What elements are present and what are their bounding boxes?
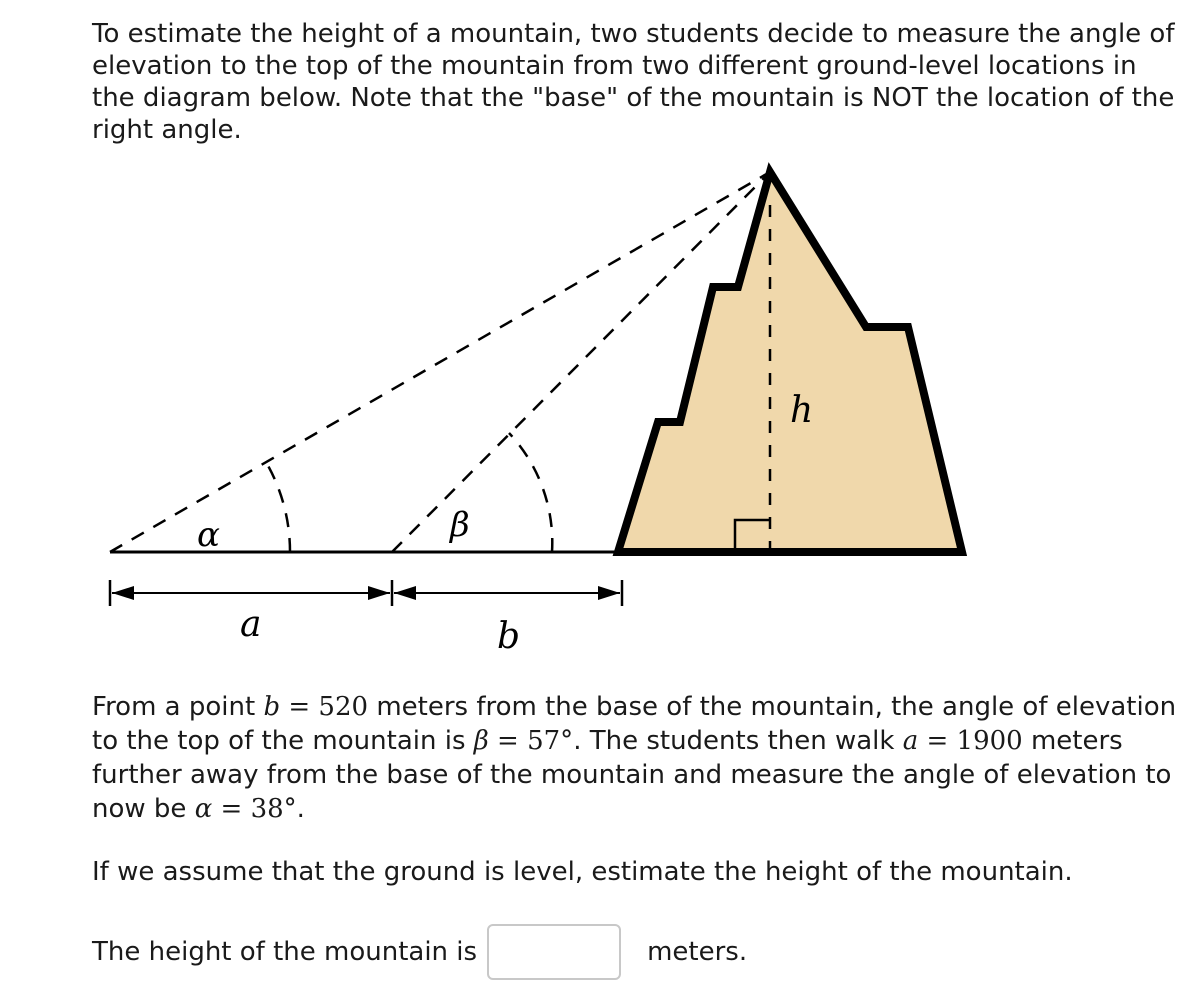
value-a: = 1900 <box>918 726 1023 756</box>
label-beta: β <box>450 505 470 545</box>
mountain-shape <box>618 172 962 552</box>
question-paragraph: If we assume that the ground is level, estimate the height of the mountain. <box>92 857 1073 887</box>
var-beta: β <box>473 726 489 756</box>
var-a: a <box>902 726 919 756</box>
dimension-b <box>394 580 622 606</box>
intro-paragraph: To estimate the height of a mountain, two students decide to measure the angle of elevation to the top of the mountain from two different ground-level locations in the diagram below. Note that the "base" of the mountain is NOT the location of the right angle. <box>92 19 1175 145</box>
mountain-diagram <box>0 150 1199 670</box>
label-a: a <box>240 604 262 645</box>
answer-row <box>92 922 747 982</box>
label-alpha: α <box>197 515 220 555</box>
var-alpha: α <box>194 794 213 824</box>
height-answer-input[interactable] <box>487 924 621 980</box>
label-b: b <box>497 616 521 657</box>
value-beta: = 57° <box>488 726 574 756</box>
var-b: b <box>263 692 281 722</box>
dimension-a <box>110 580 392 606</box>
alpha-arc <box>266 462 290 552</box>
answer-prefix: The height of the mountain is <box>92 937 478 967</box>
value-alpha: = 38° <box>212 794 297 824</box>
given-values-paragraph: From a point b = 520 meters from the base of the mountain, the angle of elevation to the top of the mountain is β = 57°. The students then walk a = 1900 meters further away from the base of the mountain and measure the angle of elevation to now be α = 38°. <box>92 692 1177 824</box>
beta-arc <box>509 433 552 552</box>
value-b: = 520 <box>280 692 369 722</box>
label-h: h <box>790 390 814 431</box>
answer-unit: meters. <box>647 937 748 967</box>
